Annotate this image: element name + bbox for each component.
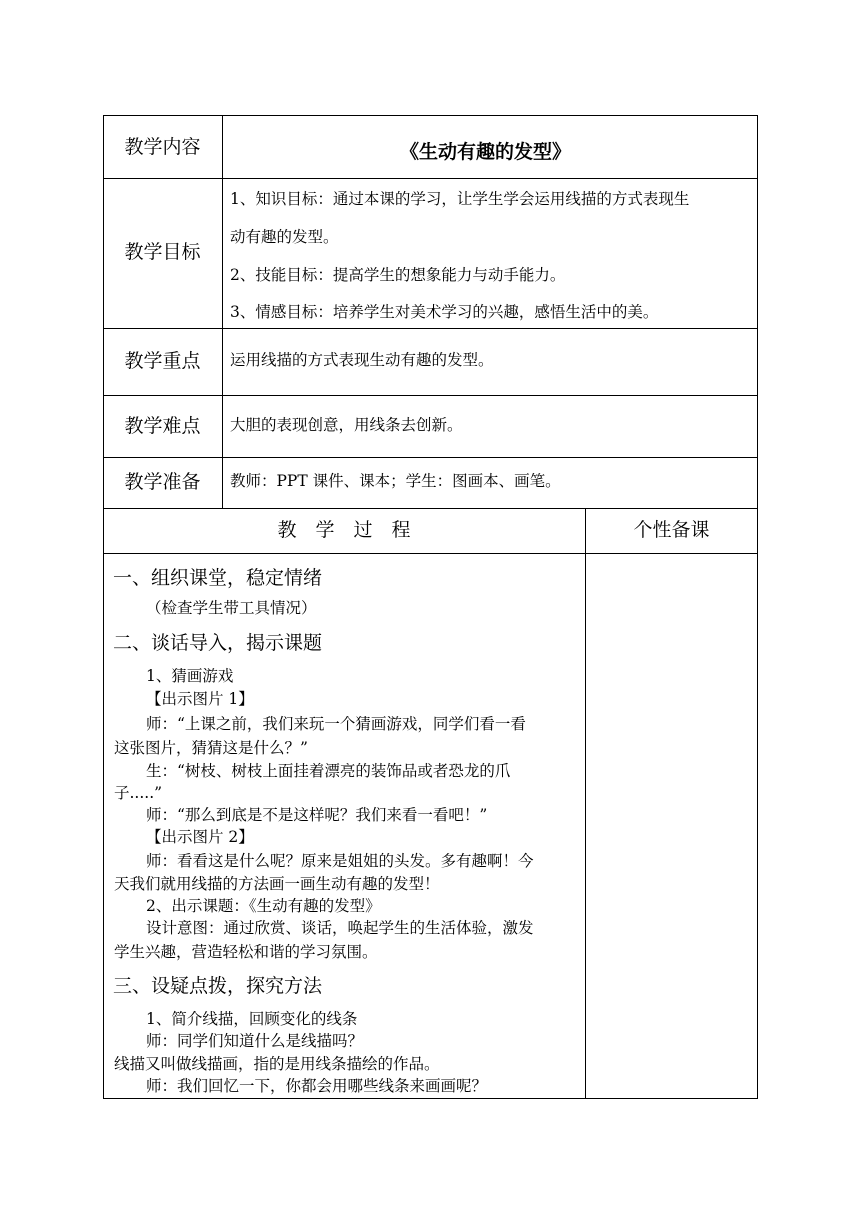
row-label-key-points: 教学重点: [124, 350, 201, 372]
objective-line: 动有趣的发型。: [230, 228, 339, 246]
section-3-title: 三、设疑点拨，探究方法: [113, 975, 323, 997]
row-divider: [103, 553, 758, 554]
row-label-difficulties: 教学难点: [124, 415, 201, 437]
section-3-line: 师：我们回忆一下，你都会用哪些线条来画画呢？: [146, 1077, 488, 1095]
preparation-text: 教师：PPT 课件、课本；学生：图画本、画笔。: [230, 472, 561, 490]
section-2-line: 师：“那么到底是不是这样呢？我们来看一看吧！”: [146, 806, 488, 824]
personal-column-divider: [585, 508, 586, 1099]
row-divider: [103, 178, 758, 179]
section-2-line: 师：“上课之前，我们来玩一个猜画游戏，同学们看一看: [146, 715, 526, 733]
section-1-title: 一、组织课堂，稳定情绪: [113, 567, 323, 589]
section-1-note: （检查学生带工具情况）: [146, 599, 317, 617]
section-2-line: 【出示图片 1】: [146, 690, 254, 708]
label-column-divider: [222, 115, 223, 508]
row-divider: [103, 395, 758, 396]
row-divider: [103, 508, 758, 509]
section-2-line: 学生兴趣，营造轻松和谐的学习氛围。: [114, 943, 378, 961]
objective-line: 1、知识目标：通过本课的学习，让学生学会运用线描的方式表现生: [230, 190, 690, 208]
row-divider: [103, 328, 758, 329]
section-3-line: 师：同学们知道什么是线描吗？: [146, 1032, 364, 1050]
row-divider: [103, 457, 758, 458]
section-2-line: 1、猜画游戏: [146, 667, 234, 685]
lesson-title: 《生动有趣的发型》: [400, 141, 572, 163]
row-label-preparation: 教学准备: [124, 471, 201, 493]
section-3-line: 1、简介线描，回顾变化的线条: [146, 1010, 358, 1028]
personal-prep-header: 个性备课: [633, 519, 710, 541]
section-2-line: 设计意图：通过欣赏、谈话，唤起学生的生活体验，激发: [146, 919, 534, 937]
section-2-line: 【出示图片 2】: [146, 828, 254, 846]
row-label-objectives: 教学目标: [124, 241, 201, 263]
row-label-content: 教学内容: [124, 136, 201, 158]
section-2-line: 师：看看这是什么呢？原来是姐姐的头发。多有趣啊！今: [146, 852, 534, 870]
objective-line: 3、情感目标：培养学生对美术学习的兴趣，感悟生活中的美。: [230, 303, 659, 321]
section-2-line: 子.....”: [114, 784, 163, 802]
section-2-line: 这张图片，猜猜这是什么？”: [114, 739, 308, 757]
section-2-title: 二、谈话导入，揭示课题: [113, 632, 323, 654]
section-2-line: 2、出示课题：《生动有趣的发型》: [146, 897, 381, 915]
process-header: 教 学 过 程: [277, 519, 411, 541]
key-points-text: 运用线描的方式表现生动有趣的发型。: [230, 351, 494, 369]
section-2-line: 天我们就用线描的方法画一画生动有趣的发型！: [114, 875, 440, 893]
difficulties-text: 大胆的表现创意，用线条去创新。: [230, 416, 463, 434]
section-3-line: 线描又叫做线描画，指的是用线条描绘的作品。: [114, 1055, 440, 1073]
objective-line: 2、技能目标：提高学生的想象能力与动手能力。: [230, 266, 566, 284]
section-2-line: 生：“树枝、树枝上面挂着漂亮的装饰品或者恐龙的爪: [146, 762, 511, 780]
